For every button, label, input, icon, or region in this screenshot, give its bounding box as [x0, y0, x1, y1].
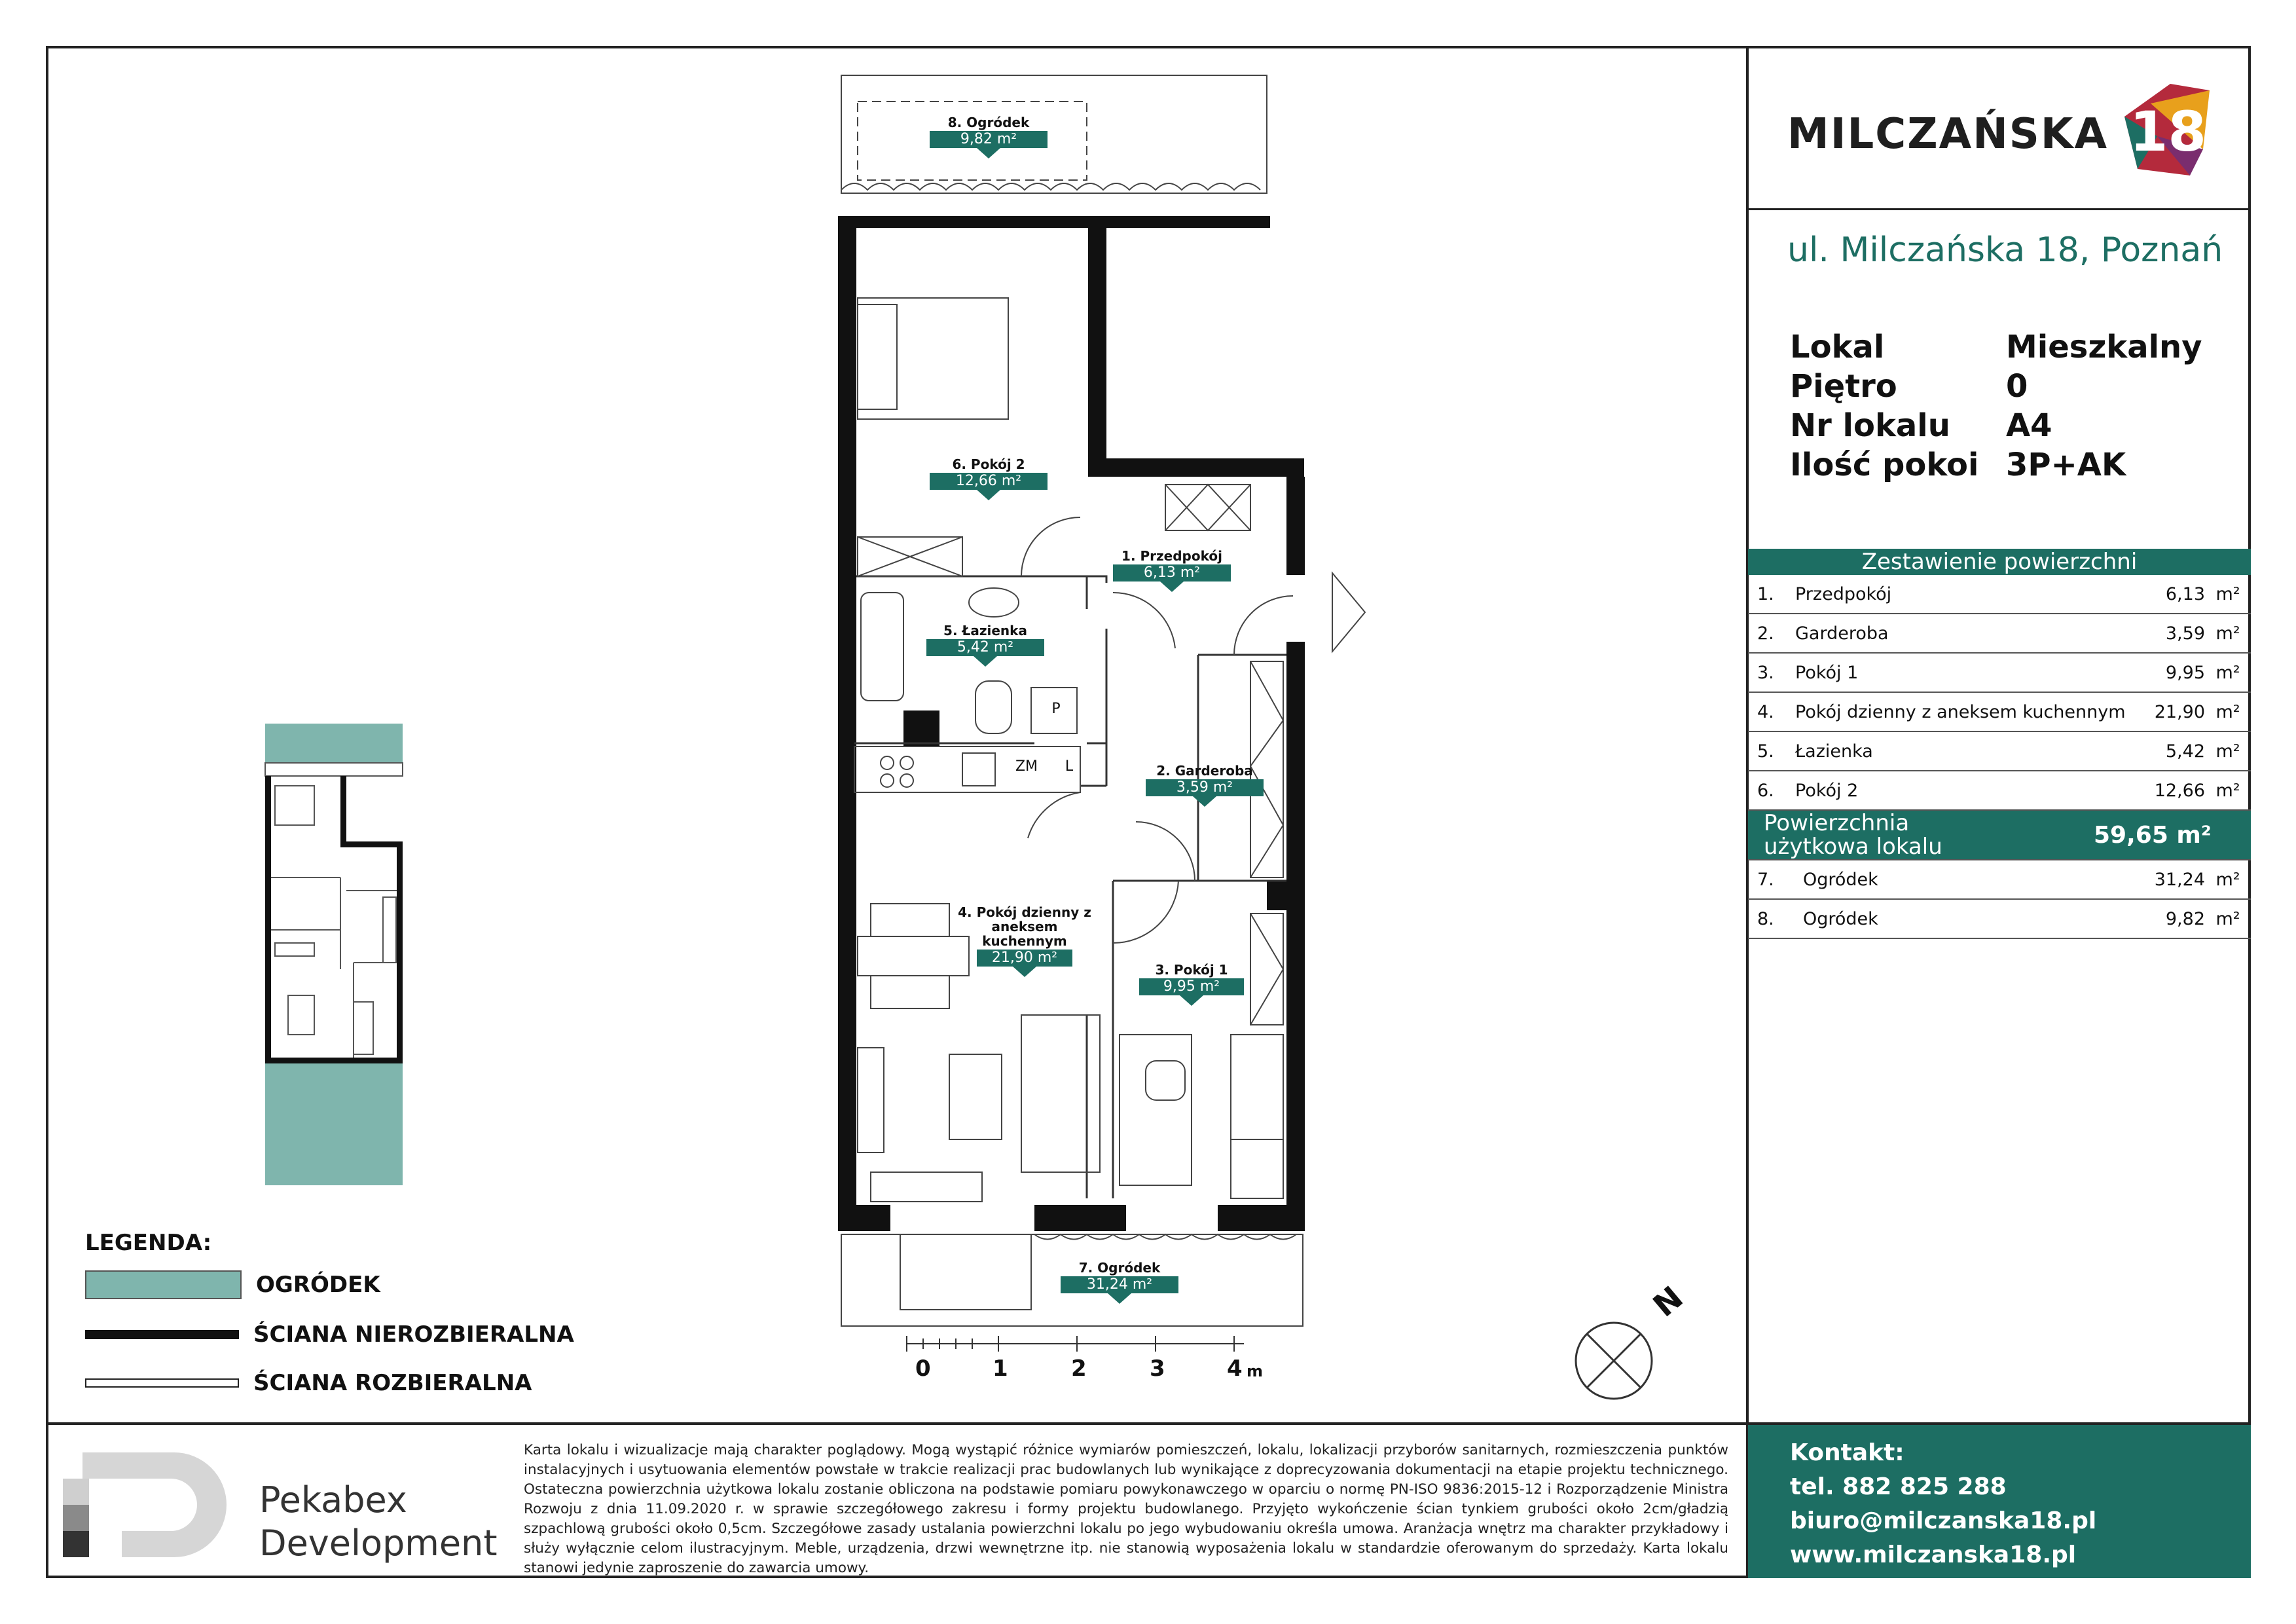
total-value: 59,65 m² — [2094, 821, 2212, 849]
row-label: Ogródek — [1803, 908, 1878, 929]
developer-line2: Development — [259, 1522, 498, 1564]
developer-name — [259, 1479, 498, 1565]
fixture-zm-label: ZM — [1015, 758, 1038, 775]
bedroom-furniture — [858, 298, 1250, 576]
top-wall — [838, 216, 1270, 228]
brand-badge — [2111, 77, 2216, 182]
row-unit: m² — [2215, 662, 2240, 683]
room-name: 8. Ogródek — [947, 115, 1030, 130]
total-area-row — [1748, 811, 2251, 860]
room-area-tag: 12,66 m² — [930, 473, 1048, 490]
total-label-line1: Powierzchnia — [1764, 810, 1910, 836]
table-row — [1748, 575, 2251, 614]
kitchen-fixtures — [854, 747, 1080, 838]
partition-swatch — [85, 1378, 239, 1388]
row-value: 12,66 — [2154, 780, 2205, 801]
legend-label: ŚCIANA ROZBIERALNA — [253, 1370, 532, 1396]
badge-number: 18 — [2130, 100, 2206, 164]
partition-walls — [854, 576, 1286, 1198]
scale-label-4: 4 — [1227, 1356, 1243, 1382]
developer-line1: Pekabex — [259, 1479, 407, 1521]
row-number: 2. — [1757, 623, 1774, 644]
scale-bar — [907, 1336, 1244, 1352]
total-label — [1748, 811, 2094, 858]
room-name-line1: 4. Pokój dzienny z — [958, 904, 1091, 920]
row-number: 5. — [1757, 741, 1774, 762]
contact-title: Kontakt: — [1790, 1439, 1904, 1466]
scale-unit: m — [1247, 1362, 1264, 1380]
contact-box — [1748, 1425, 2251, 1578]
row-label: Pokój 2 — [1795, 780, 1859, 801]
row-value: 21,90 — [2154, 701, 2205, 722]
info-key: Ilość pokoi — [1790, 447, 1979, 483]
row-unit: m² — [2215, 908, 2240, 929]
row-label: Ogródek — [1803, 869, 1878, 890]
thumbnail-plan — [265, 724, 403, 1185]
room1-furniture — [1120, 1035, 1283, 1198]
legend-item-load-bearing — [85, 1321, 574, 1348]
room-name: 6. Pokój 2 — [952, 456, 1025, 472]
contact-email[interactable]: biuro@milczanska18.pl — [1790, 1507, 2097, 1534]
garden-swatch — [85, 1270, 242, 1299]
row-label: Garderoba — [1795, 623, 1889, 644]
legend-label: ŚCIANA NIEROZBIERALNA — [253, 1321, 574, 1348]
room-name: 7. Ogródek — [1078, 1260, 1161, 1276]
row-unit: m² — [2215, 701, 2240, 722]
bathroom-fixtures — [861, 588, 1077, 733]
pekabex-logo — [63, 1446, 246, 1564]
total-label-line2: użytkowa lokalu — [1764, 834, 1942, 860]
row-label: Pokój 1 — [1795, 662, 1859, 683]
compass — [1576, 1323, 1652, 1399]
room-area-tag: 31,24 m² — [1061, 1276, 1178, 1293]
room-area-tag: 3,59 m² — [1146, 779, 1264, 796]
info-value: Mieszkalny — [2006, 329, 2202, 365]
table-row — [1748, 693, 2251, 732]
row-number: 7. — [1757, 869, 1774, 890]
row-number: 6. — [1757, 780, 1774, 801]
room-label-garden-7 — [1061, 1261, 1178, 1293]
row-unit: m² — [2215, 741, 2240, 762]
legend-label: OGRÓDEK — [256, 1272, 380, 1298]
table-row — [1748, 900, 2251, 939]
logo-divider — [1748, 208, 2251, 210]
brand-name: MILCZAŃSKA — [1787, 110, 2108, 158]
legend-item-garden — [85, 1270, 380, 1299]
info-value: 3P+AK — [2006, 447, 2126, 483]
legend-item-partition — [85, 1370, 532, 1396]
room-name: 1. Przedpokój — [1121, 548, 1222, 564]
room-area-tag: 6,13 m² — [1113, 564, 1231, 581]
room-name: 5. Łazienka — [943, 623, 1027, 638]
address: ul. Milczańska 18, Poznań — [1787, 231, 2223, 270]
room-area-tag: 21,90 m² — [977, 950, 1072, 967]
row-label: Łazienka — [1795, 741, 1873, 762]
load-bearing-swatch — [85, 1330, 239, 1339]
table-row — [1748, 771, 2251, 811]
table-row — [1748, 860, 2251, 900]
room-label-pokoj-dzienny — [949, 905, 1100, 967]
row-value: 9,82 — [2165, 908, 2205, 929]
row-label: Pokój dzienny z aneksem kuchennym — [1795, 701, 2126, 722]
table-row — [1748, 614, 2251, 654]
wardrobes — [1250, 661, 1283, 1025]
unit-info-row — [1790, 406, 2202, 445]
north-label: N — [1646, 1279, 1690, 1325]
load-bearing-walls — [838, 226, 1305, 1231]
room-area-tag: 9,82 m² — [930, 131, 1048, 148]
room-label-garden-8 — [930, 115, 1048, 148]
row-number: 3. — [1757, 662, 1774, 683]
garden-8 — [841, 75, 1267, 193]
row-value: 6,13 — [2165, 583, 2205, 604]
table-row — [1748, 732, 2251, 771]
scale-label-3: 3 — [1150, 1356, 1165, 1382]
room-name-line3: kuchennym — [982, 933, 1067, 949]
row-unit: m² — [2215, 623, 2240, 644]
room-name: 2. Garderoba — [1156, 763, 1253, 779]
unit-info-row — [1790, 445, 2202, 485]
row-unit: m² — [2215, 583, 2240, 604]
row-number: 8. — [1757, 908, 1774, 929]
contact-phone[interactable]: tel. 882 825 288 — [1790, 1473, 2007, 1500]
info-key: Piętro — [1790, 368, 1897, 405]
info-value: A4 — [2006, 407, 2052, 444]
row-unit: m² — [2215, 869, 2240, 890]
info-key: Lokal — [1790, 329, 1885, 365]
scale-label-0: 0 — [915, 1356, 931, 1382]
brand-logo — [1787, 72, 2219, 190]
disclaimer: Karta lokalu i wizualizacje mają charakter poglądowy. Mogą wystąpić różnice wymiarów pomieszczeń, lokalu, lokalizacji przyborów sanitarnych, rozmieszczenia punktów instalacyjnych i usytuowania elementów powstałe w trakcie realizacji prac budowlanych lub wynikające z doprecyzowania dokumentacji na etapie projektu technicznego. Ostateczna powierzchnia użytkowa lokalu zostanie obliczona na podstawie pomiaru powykonawczego w oparciu o normę PN-ISO 9836:2015-12 i Rozporządzenie Ministra Rozwoju z dnia 11.09.2020 r. w sprawie szczegółowego zakresu i formy projektu budowlanego. Przyjęto wykończenie ścian tynkiem grubości około 2cm/gładzią szpachlową grubości około 0,5cm. Szczegółowe zasady ustalania powierzchni lokalu po jego wybudowaniu określa umowa. Aranżacja wnętrz ma charakter przykładowy i służy wyłącznie celom ilustracyjnym. Meble, urządzenia, drzwi wewnętrzne itp. nie stanowią wyposażenia lokalu w standardzie oferowanym do sprzedaży. Karta lokalu stanowi jedynie zaproszenie do zawarcia umowy. — [524, 1442, 1728, 1576]
room-name-line2: aneksem — [991, 919, 1058, 934]
row-value: 31,24 — [2154, 869, 2205, 890]
room-name: 3. Pokój 1 — [1155, 962, 1228, 978]
info-value: 0 — [2006, 368, 2028, 405]
row-value: 9,95 — [2165, 662, 2205, 683]
unit-info — [1790, 327, 2202, 485]
room-label-pokoj-1 — [1139, 963, 1244, 995]
row-label: Przedpokój — [1795, 583, 1892, 604]
room-label-przedpokoj — [1113, 549, 1231, 581]
info-key: Nr lokalu — [1790, 407, 1950, 444]
unit-info-row — [1790, 327, 2202, 367]
scale-label-2: 2 — [1071, 1356, 1087, 1382]
room-label-lazienka — [926, 623, 1044, 656]
room-label-garderoba — [1146, 764, 1264, 796]
legend-title: LEGENDA: — [85, 1230, 212, 1256]
row-number: 1. — [1757, 583, 1774, 604]
area-summary-table — [1748, 549, 2251, 939]
room-area-tag: 9,95 m² — [1139, 978, 1244, 995]
contact-website[interactable]: www.milczanska18.pl — [1790, 1541, 2077, 1568]
table-row — [1748, 654, 2251, 693]
row-number: 4. — [1757, 701, 1774, 722]
fixture-p-label: P — [1051, 701, 1061, 717]
summary-title: Zestawienie powierzchni — [1748, 549, 2251, 575]
unit-info-row — [1790, 367, 2202, 406]
room-area-tag: 5,42 m² — [926, 639, 1044, 656]
fixture-l-label: L — [1065, 758, 1074, 775]
row-value: 5,42 — [2165, 741, 2205, 762]
room-label-pokoj-2 — [930, 457, 1048, 490]
row-unit: m² — [2215, 780, 2240, 801]
row-value: 3,59 — [2165, 623, 2205, 644]
scale-label-1: 1 — [993, 1356, 1008, 1382]
